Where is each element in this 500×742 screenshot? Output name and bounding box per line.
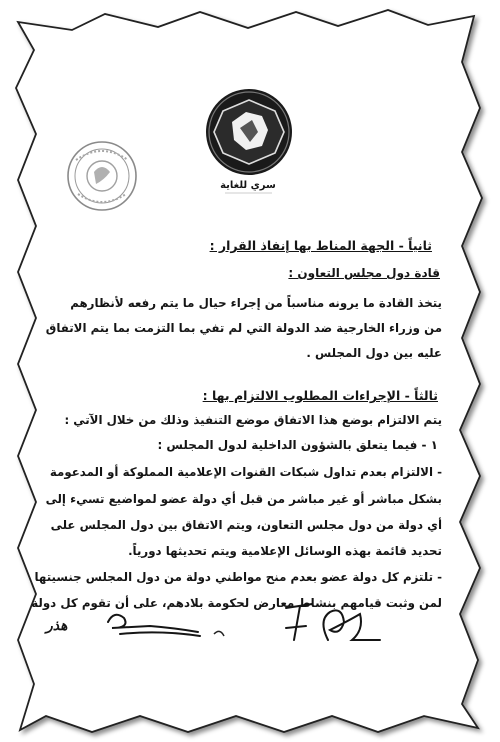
section3-heading: ثالثاً - الإجراءات المطلوب الالتزام بها :	[202, 388, 438, 403]
section3-line-3: أي دولة من دول مجلس التعاون، ويتم الاتفاق بين دول المجلس على	[50, 518, 442, 532]
handwritten-annotation: هذر	[46, 618, 68, 634]
section3-line-2: بشكل مباشر أو غير مباشر من قبل أي دولة عضو لمواضيع تسيء إلى	[45, 492, 442, 506]
section2-subheading: قادة دول مجلس التعاون :	[288, 266, 440, 280]
section2-line-2: من وزراء الخارجية ضد الدولة التي لم تفي بما التزمت بما يتم الاتفاق	[45, 321, 442, 335]
classification-label: سري للغاية	[220, 180, 276, 191]
section3-intro: يتم الالتزام بوضع هذا الاتفاق موضع التنفيذ وذلك من خلال الآتي :	[64, 413, 442, 427]
section3-line-4: تحديد قائمة بهذه الوسائل الإعلامية ويتم تحديثها دورياً.	[128, 544, 442, 558]
section3-line-1: - الالتزام بعدم تداول شبكات القنوات الإعلامية المملوكة أو المدعومة	[49, 465, 442, 479]
section3-item1-heading: ١ - فيما يتعلق بالشؤون الداخلية لدول المجلس :	[157, 438, 438, 452]
section3-line-6: لمن وثبت قيامهم بنشاط معارض لحكومة بلادهم، على أن تقوم كل دولة	[31, 596, 442, 610]
section2-line-3: عليه بين دول المجلس .	[306, 346, 442, 360]
section3-line-5: - تلتزم كل دولة عضو بعدم منح مواطني دولة من دول المجلس جنسيتها	[34, 570, 442, 584]
emblem-logo	[206, 89, 292, 175]
section2-line-1: يتخذ القادة ما يرونه مناسباً من إجراء حيال ما يتم رفعه لأنظارهم	[70, 296, 442, 310]
section2-heading: ثانياً - الجهة المناط بها إنفاذ القرار :	[209, 238, 432, 253]
